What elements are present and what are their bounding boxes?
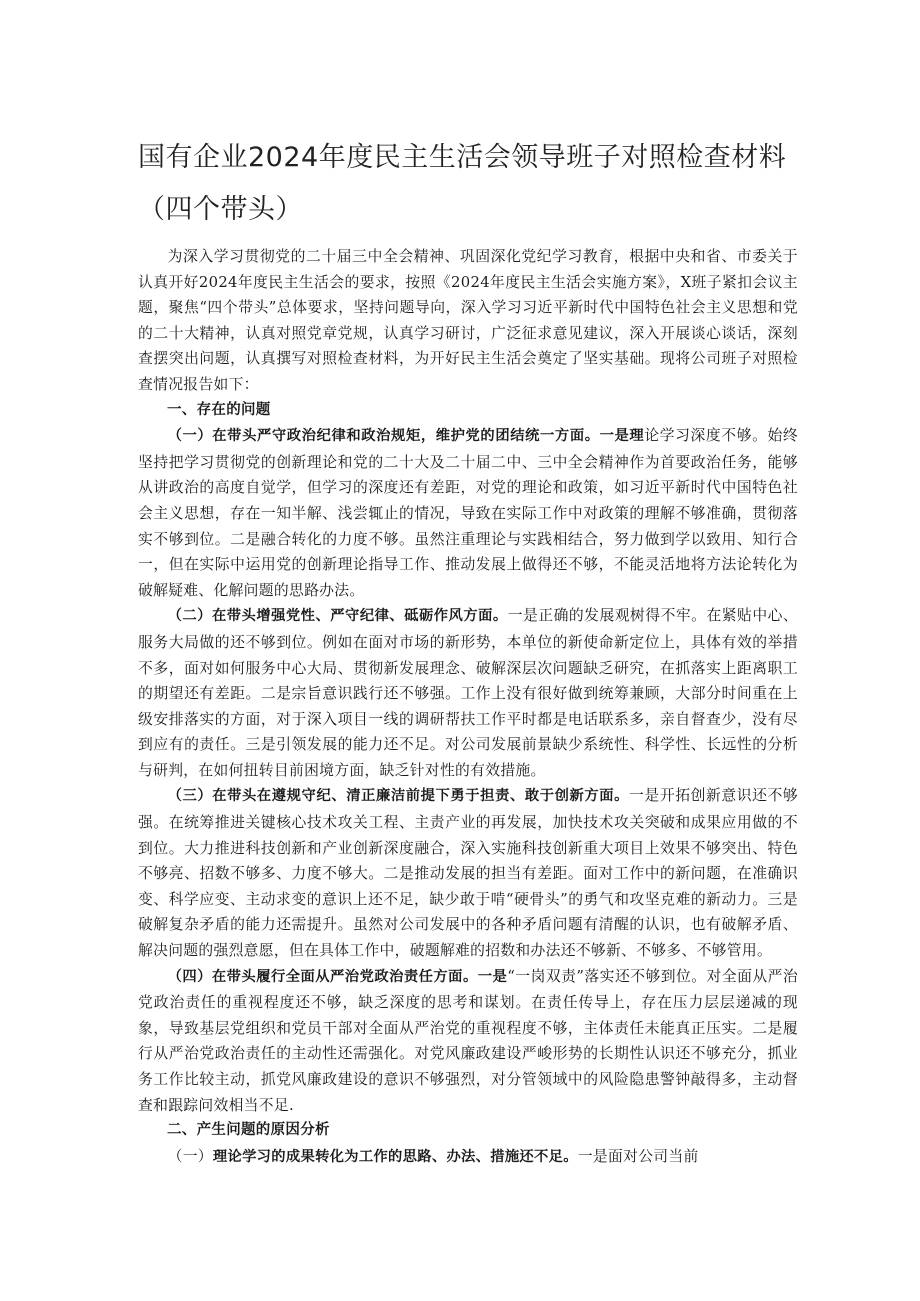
document-title: 国有企业2024年度民主生活会领导班子对照检查材料（四个带头） [138, 142, 787, 225]
intro-paragraph: 为深入学习贯彻党的二十届三中全会精神、巩固深化党纪学习教育，根据中央和省、市委关于认真开好2024年度民主生活会的要求，按照《2024年度民主生活会实施方案》，X班子紧扣会议主题，聚焦“四个带头”总体要求，坚持问题导向，深入学习习近平新时代中国特色社会主义思想和党的二十大精神，认真对照党章党规，认真学习研讨，广泛征求意见建议，深入开展谈心谈话，深刻查摆突出问题，认真撰写对照检查材料，为开好民主生活会奠定了坚实基础。现将公司班子对照检查情况报告如下： [138, 248, 798, 393]
section-heading-causes: 二、产生问题的原因分析 [167, 1122, 330, 1139]
paragraph-3-text: 一是开拓创新意识还不够强。在统筹推进关键核心技术攻关工程、主责产业的再发展，加快技术攻关突破和成果应用做的不到位。大力推进科技创新和产业创新深度融合，深入实施科技创新重大项目上效果不够突出、特色不够亮、招数不够多、力度不够大。二是推动发展的担当有差距。面对工作中的新问题，在准确识变、科学应变、主动求变的意识上还不足，缺少敢于啃“硬骨头”的勇气和攻坚克难的新动力。三是破解复杂矛盾的能力还需提升。虽然对公司发展中的各种矛盾问题有清醒的认识，也有破解矛盾、解决问题的强烈意愿，但在具体工作中，破题解难的招数和办法还不够新、不够多、不够管用。 [138, 787, 798, 960]
paragraph-5-text: 一是面对公司当前 [577, 1147, 699, 1165]
document-body [138, 244, 798, 1170]
paragraph-5 [138, 1144, 798, 1171]
paragraph-2 [138, 603, 798, 783]
paragraph-4-lead: （四）在带头履行全面从严治党政治责任方面。一是 [167, 968, 508, 985]
paragraph-2-lead: （二）在带头增强党性、严守纪律、砥砺作风方面。 [167, 608, 508, 625]
paragraph-5-prefix: （一） [167, 1147, 213, 1165]
section-heading-problems: 一、存在的问题 [167, 401, 271, 418]
paragraph-4-text: “一岗双责”落实还不够到位。对全面从严治党政治责任的重视程度还不够，缺乏深度的思考和谋划。在责任传导上，存在压力层层递减的现象，导致基层党组织和党员干部对全面从严治党的重视程度不够，主体责任未能真正压实。二是履行从严治党政治责任的主动性还需强化。对党风廉政建设严峻形势的长期性认识还不够充分，抓业务工作比较主动，抓党风廉政建设的意识不够强烈，对分管领域中的风险隐患警钟敲得多，主动督查和跟踪问效相当不足. [138, 967, 798, 1114]
document-page [138, 0, 798, 1301]
paragraph-2-text: 一是正确的发展观树得不牢。在紧贴中心、服务大局做的还不够到位。例如在面对市场的新形势，本单位的新使命新定位上，具体有效的举措不多，面对如何服务中心大局、贯彻新发展理念、破解深层次问题缺乏研究，在抓落实上距离职工的期望还有差距。二是宗旨意识践行还不够强。工作上没有很好做到统筹兼顾，大部分时间重在上级安排落实的方面，对于深入项目一线的调研帮扶工作平时都是电话联系多，亲自督查少，没有尽到应有的责任。三是引领发展的能力还不足。对公司发展前景缺少系统性、科学性、长远性的分析与研判，在如何扭转目前困境方面，缺乏针对性的有效措施。 [138, 607, 798, 779]
paragraph-1-lead: （一）在带头严守政治纪律和政治规矩，维护党的团结统一方面。一是理 [167, 428, 645, 445]
paragraph-5-lead: 理论学习的成果转化为工作的思路、办法、措施还不足。 [212, 1148, 578, 1165]
paragraph-3 [138, 783, 798, 963]
paragraph-1 [138, 423, 798, 603]
paragraph-3-lead: （三）在带头在遵规守纪、清正廉洁前提下勇于担责、敢于创新方面。 [167, 788, 630, 805]
paragraph-1-text: 论学习深度不够。始终坚持把学习贯彻党的创新理论和党的二十大及二十届二中、三中全会精神作为首要政治任务，能够从讲政治的高度自觉学，但学习的深度还有差距，对党的理论和政策，如习近平新时代中国特色社会主义思想，存在一知半解、浅尝辄止的情况，导致在实际工作中对政策的理解不够准确，贯彻落实不够到位。二是融合转化的力度不够。虽然注重理论与实践相结合，努力做到学以致用、知行合一，但在实际中运用党的创新理论指导工作、推动发展上做得还不够，不能灵活地将方法论转化为破解疑难、化解问题的思路办法。 [138, 427, 798, 599]
paragraph-4 [138, 964, 798, 1119]
